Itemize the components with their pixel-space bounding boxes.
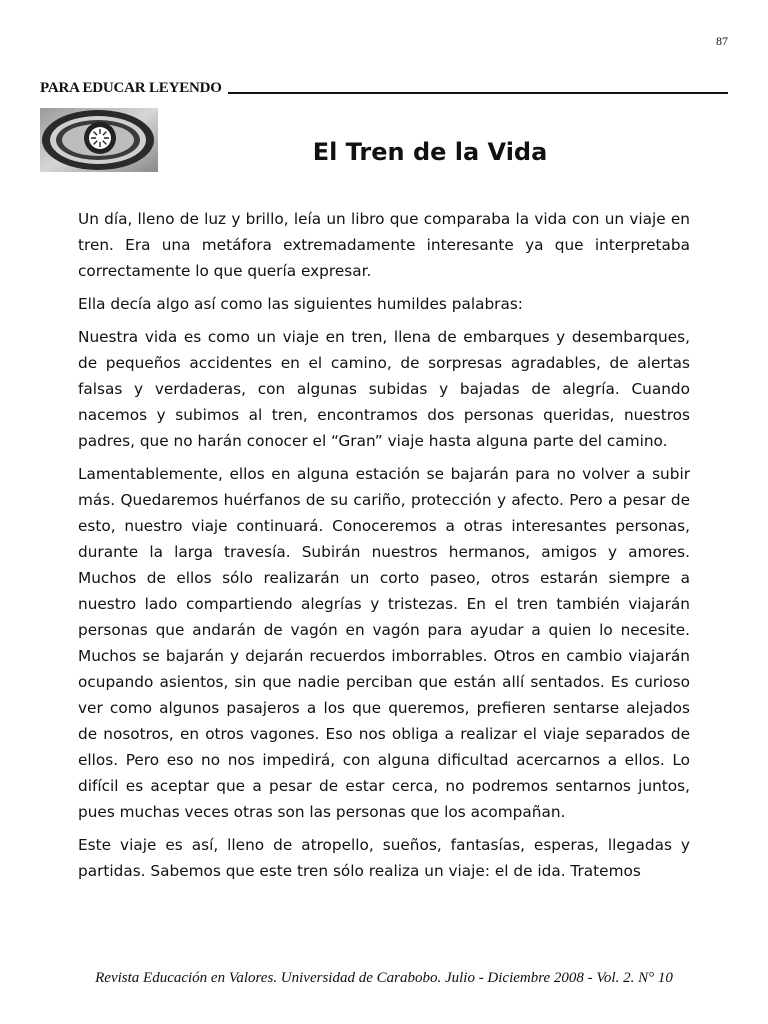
paragraph: Un día, lleno de luz y brillo, leía un libro que comparaba la vida con un viaje en tren. Era una metáfora extremadamente interesante ya que interpretaba correctamente lo que quería expresar. [78,210,690,280]
paragraph: Lamentablemente, ellos en alguna estación se bajarán para no volver a subir más. Quedaremos huérfanos de su cariño, protección y afecto. Pero a pesar de esto, nuestro viaje continuará. Conoceremos a otras interesantes personas, durante la larga travesía. Subirán nuestros hermanos, amigos y amores. Muchos de ellos sólo realizarán un corto paseo, otros estarán siempre a nuestro lado compartiendo alegrías y tristezas. En el tren también viajarán personas que andarán de vagón en vagón para ayudar a quien lo necesite. Muchos se bajarán y dejarán recuerdos imborrables. Otros en cambio viajarán ocupando asientos, sin que nadie perciban que están allí sentados. Es curioso ver como algunos pasajeros a los que queremos, prefieren sentarse alejados de nosotros, en otros vagones. Eso nos obliga a realizar el viaje separados de ellos. Pero eso no nos impedirá, con alguna dificultad acercarnos a ellos. Lo difícil es aceptar que a pesar de estar cerca, no podremos sentarnos juntos, pues muchas veces otras son las personas que los acompañan. [78,465,690,821]
section-rule [228,92,728,94]
article-body [78,206,690,891]
section-label: PARA EDUCAR LEYENDO [40,80,222,96]
paragraph: Este viaje es así, lleno de atropello, sueños, fantasías, esperas, llegadas y partidas. Sabemos que este tren sólo realiza un viaje: el de ida. Tratemos [78,836,690,880]
section-header [40,80,728,97]
article-title: El Tren de la Vida [312,138,548,166]
footer-citation: Revista Educación en Valores. Universidad de Carabobo. Julio - Diciembre 2008 - Vol. 2. N° 10 [95,970,673,986]
paragraph: Nuestra vida es como un viaje en tren, llena de embarques y desembarques, de pequeños accidentes en el camino, de sorpresas agradables, de alertas falsas y verdaderas, con algunas subidas y bajadas de alegría. Cuando nacemos y subimos al tren, encontramos dos personas queridas, nuestros padres, que no harán conocer el “Gran” viaje hasta alguna parte del camino. [78,328,690,450]
page-number: 87 [716,34,728,48]
paragraph: Ella decía algo así como las siguientes humildes palabras: [78,295,523,313]
